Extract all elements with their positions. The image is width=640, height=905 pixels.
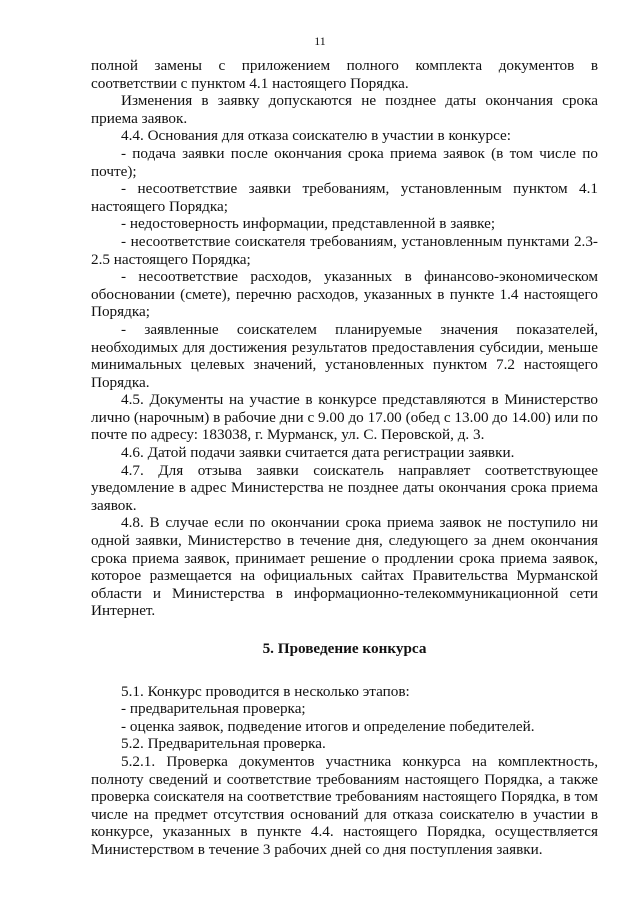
paragraph: - заявленные соискателем планируемые значения показателей, необходимых для достижения результатов предоставления субсидии, меньше минимальных целевых значений, установленных пунктом 7.2 настоящего Порядка. bbox=[91, 320, 598, 391]
document-body bbox=[91, 57, 598, 859]
text-block-before bbox=[91, 57, 598, 620]
page-number: 11 bbox=[314, 34, 326, 48]
paragraph: 5.2. Предварительная проверка. bbox=[121, 735, 326, 753]
paragraph: - подача заявки после окончания срока приема заявок (в том числе по почте); bbox=[91, 144, 598, 180]
paragraph: - несоответствие соискателя требованиям, установленным пунктами 2.3-2.5 настоящего Порядка; bbox=[91, 232, 598, 268]
paragraph: 5.1. Конкурс проводится в несколько этапов: bbox=[121, 682, 410, 700]
paragraph: 4.7. Для отзыва заявки соискатель направляет соответствующее уведомление в адрес Министерства не позднее даты окончания срока приема заявок. bbox=[91, 461, 598, 514]
paragraph: - недостоверность информации, представленной в заявке; bbox=[121, 215, 496, 233]
paragraph: 4.5. Документы на участие в конкурсе представляются в Министерство лично (нарочным) в рабочие дни с 9.00 до 17.00 (обед с 13.00 до 14.00) или по почте по адресу: 183038, г. Мурманск, ул. С. Перовской, д. 3. bbox=[91, 391, 598, 444]
section-heading: 5. Проведение конкурса bbox=[262, 640, 427, 657]
paragraph: - несоответствие заявки требованиям, установленным пунктом 4.1 настоящего Порядка; bbox=[91, 180, 598, 215]
paragraph: 4.4. Основания для отказа соискателю в участии в конкурсе: bbox=[121, 127, 512, 145]
paragraph: 5.2.1. Проверка документов участника конкурса на комплектность, полноту сведений и соответствие требованиям настоящего Порядка, а также проверка соискателя на соответствие требованиям настоящего Порядка, в том числе на предмет отсутствия оснований для отказа соискателю в участии в конкурсе, указанных в пункте 4.4. настоящего Порядка, осуществляется Министерством в течение 3 рабочих дней со дня поступления заявки. bbox=[91, 752, 598, 858]
paragraph: - несоответствие расходов, указанных в финансово-экономическом обосновании (смете), перечню расходов, указанных в пункте 1.4 настоящего Порядка; bbox=[91, 268, 598, 321]
paragraph: - оценка заявок, подведение итогов и определение победителей. bbox=[121, 717, 535, 735]
paragraph: 4.8. В случае если по окончании срока приема заявок не поступило ни одной заявки, Министерство в течение дня, следующего за днем окончания срока приема заявок, принимает решение о продлении срока приема заявок, которое размещается на официальных сайтах Правительства Мурманской области и Министерства в информационно-телекоммуникационной сети Интернет. bbox=[91, 514, 598, 620]
paragraph: полной замены с приложением полного комплекта документов в соответствии с пунктом 4.1 настоящего Порядка. bbox=[91, 57, 598, 92]
paragraph: - предварительная проверка; bbox=[121, 700, 306, 718]
text-block-after bbox=[91, 683, 598, 859]
paragraph: Изменения в заявку допускаются не позднее даты окончания срока приема заявок. bbox=[91, 92, 598, 127]
paragraph: 4.6. Датой подачи заявки считается дата регистрации заявки. bbox=[121, 444, 515, 462]
